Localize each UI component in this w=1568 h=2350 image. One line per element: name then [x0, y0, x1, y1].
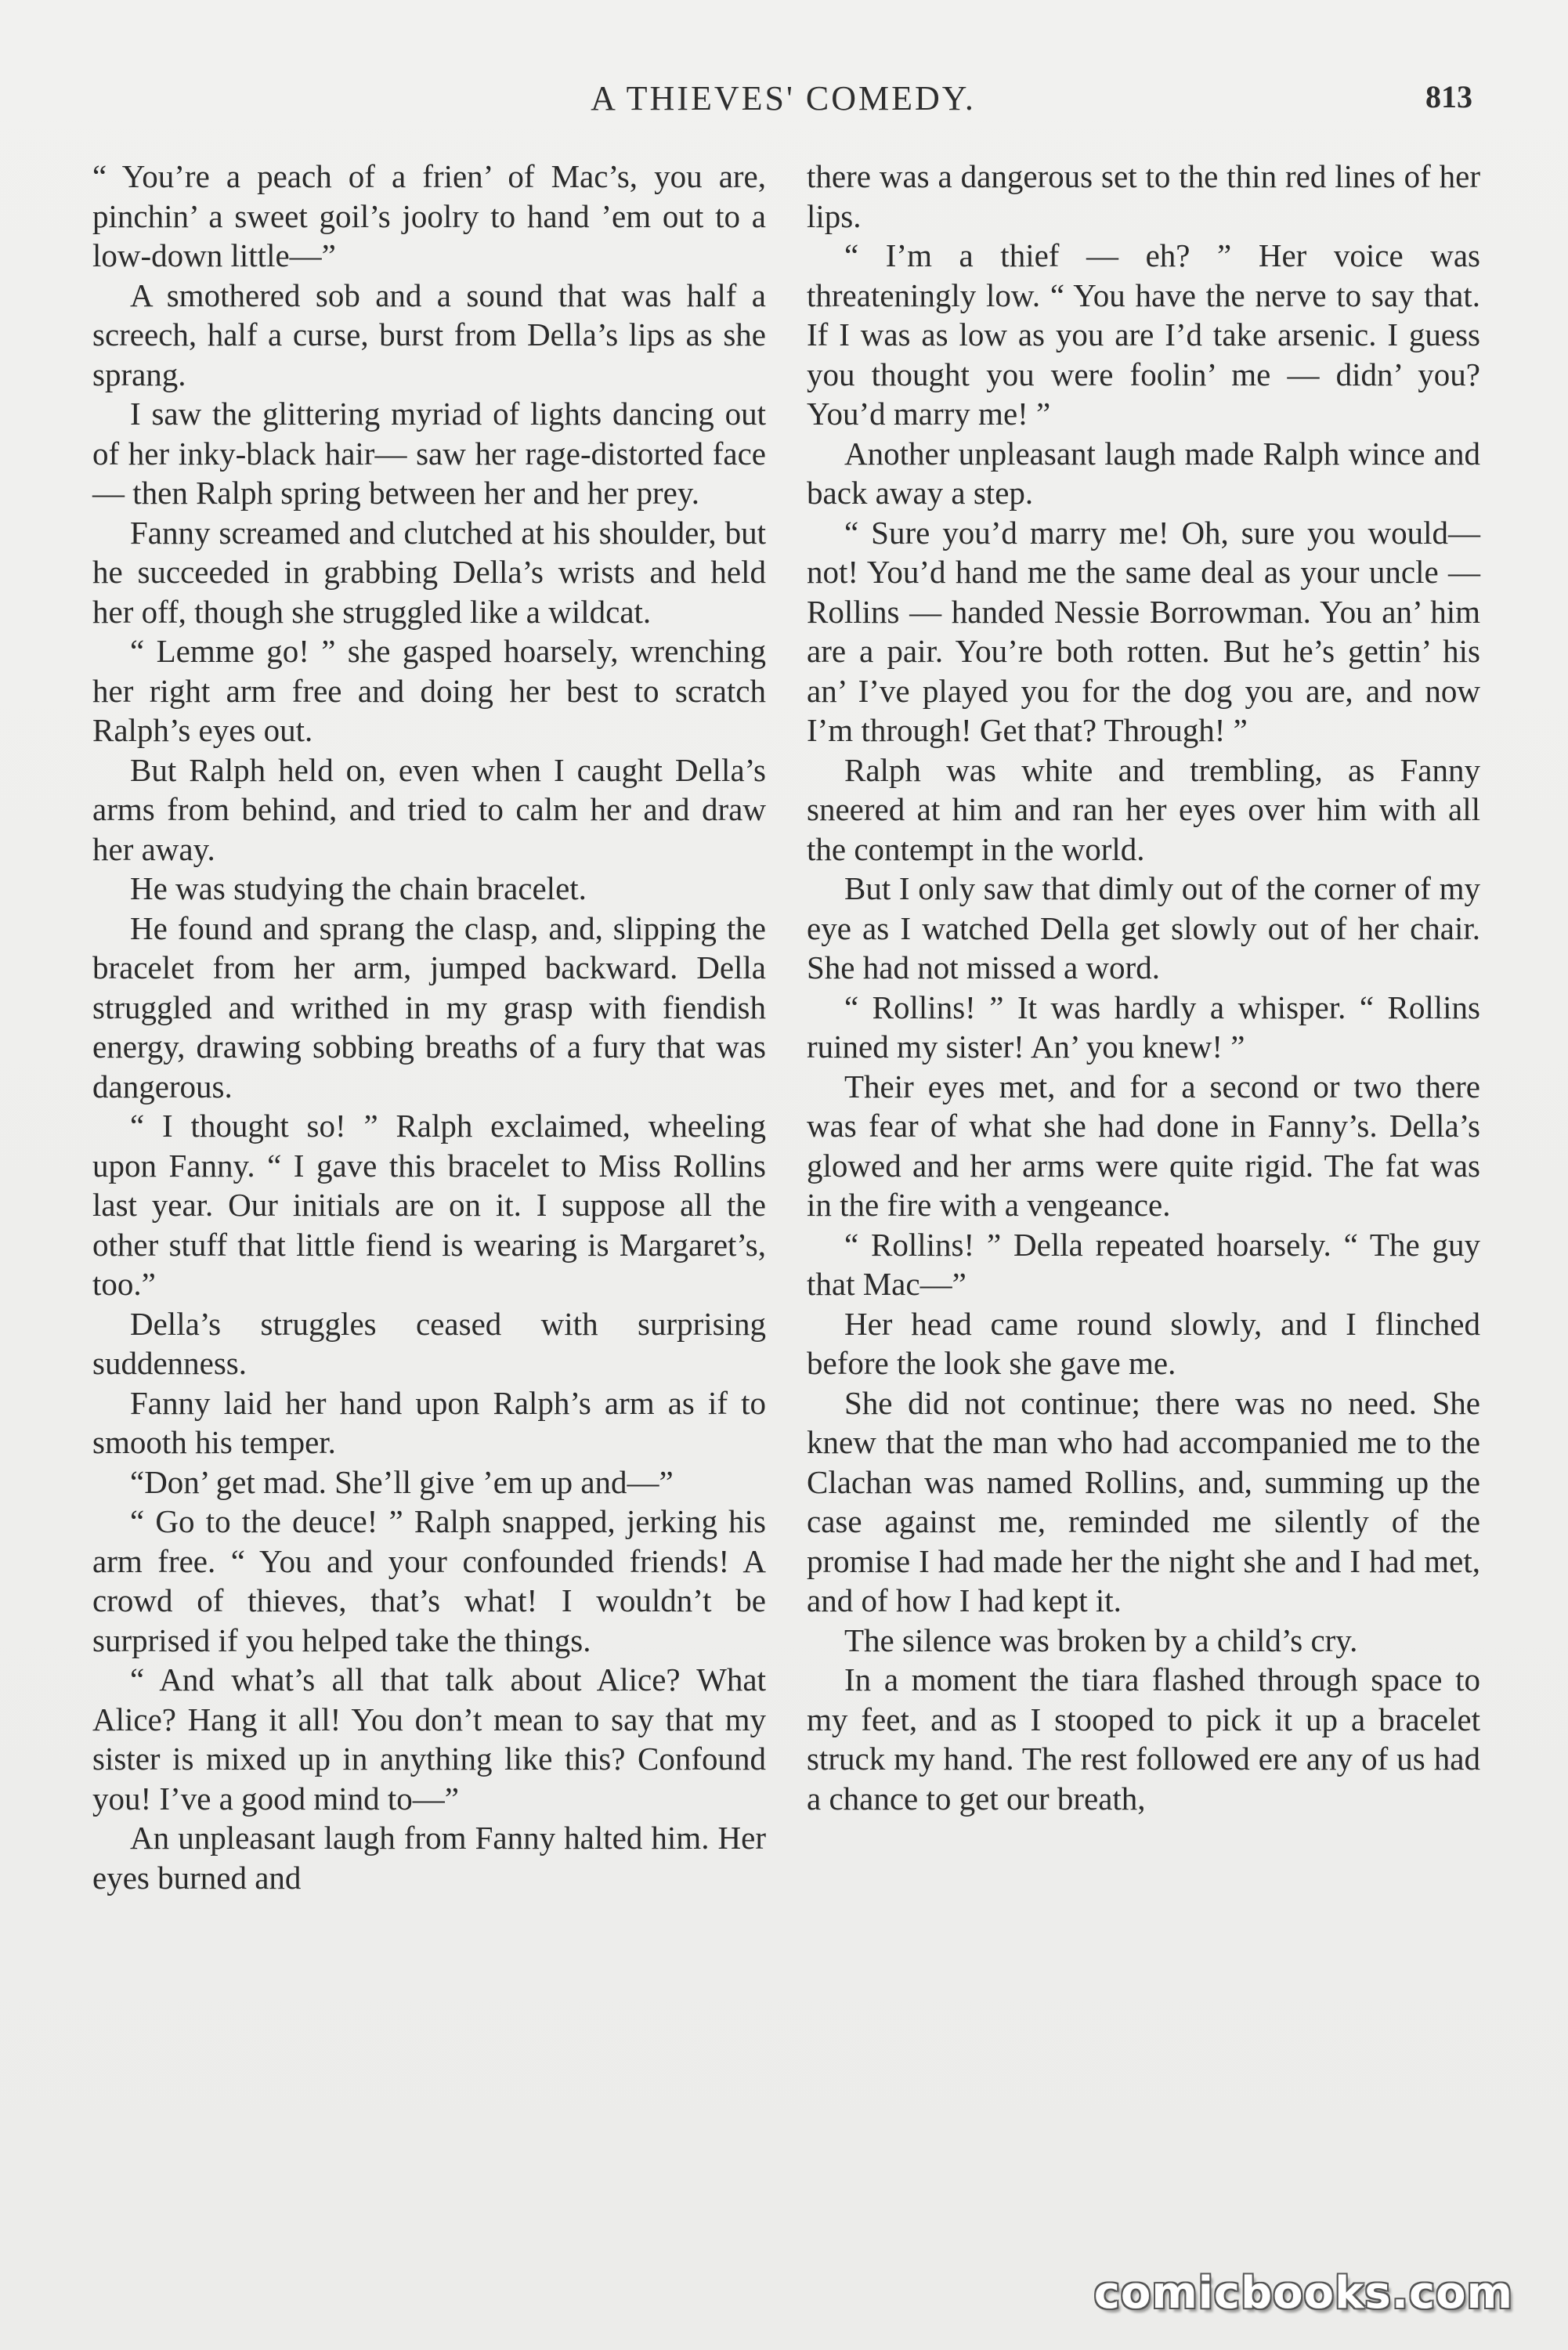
paragraph: “ Rollins! ” It was hardly a whisper. “ Rollins ruined my sister! An’ you knew! ”: [807, 989, 1480, 1065]
paragraph: “ I thought so! ” Ralph exclaimed, wheeling upon Fanny. “ I gave this bracelet to Miss Rollins last year. Our initials are on it. I suppose all the other stuff that little fiend is wearing is Margaret’s, too.”: [92, 1108, 766, 1302]
paragraph: Fanny screamed and clutched at his shoulder, but he succeeded in grabbing Della’s wrists and held her off, though she struggled like a wildcat.: [92, 514, 766, 630]
paragraph: In a moment the tiara flashed through space to my feet, and as I stooped to pick it up a bracelet struck my hand. The rest followed ere any of us had a chance to get our breath,: [807, 1661, 1480, 1817]
paragraph: Fanny laid her hand upon Ralph’s arm as if to smooth his temper.: [92, 1384, 766, 1460]
paragraph: “Don’ get mad. She’ll give ’em up and—”: [130, 1463, 674, 1500]
paragraph: A smothered sob and a sound that was half a screech, half a curse, burst from Della’s lips as she sprang.: [92, 277, 766, 392]
page-header: [94, 78, 1472, 125]
paragraph: An unpleasant laugh from Fanny halted him. Her eyes burned and: [92, 1820, 766, 1896]
paragraph: But Ralph held on, even when I caught Della’s arms from behind, and tried to calm her and draw her away.: [92, 751, 766, 867]
paragraph: Their eyes met, and for a second or two there was fear of what she had done in Fanny’s. Della’s glowed and her arms were quite rigid. The fat was in the fire with a vengeance.: [807, 1068, 1480, 1223]
paragraph: “ Sure you’d marry me! Oh, sure you would—not! You’d hand me the same deal as your uncle — Rollins — handed Nessie Borrowman. You an’ him are a pair. You’re both rotten. But he’s gettin’ his an’ I’ve played you for the dog you are, and now I’m through! Get that? Through! ”: [807, 514, 1480, 748]
paragraph: Della’s struggles ceased with surprising suddenness.: [92, 1305, 766, 1381]
paragraph: “ Rollins! ” Della repeated hoarsely. “ The guy that Mac—”: [807, 1226, 1480, 1302]
paragraph: But I only saw that dimly out of the corner of my eye as I watched Della get slowly out of her chair. She had not missed a word.: [807, 870, 1480, 985]
paragraph: there was a dangerous set to the thin red lines of her lips.: [807, 158, 1480, 234]
paragraph: “ I’m a thief — eh? ” Her voice was threateningly low. “ You have the nerve to say that. If I was as low as you are I’d take arsenic. I guess you thought you were foolin’ me — didn’ you? You’d marry me! ”: [807, 237, 1480, 432]
paragraph: “ And what’s all that talk about Alice? What Alice? Hang it all! You don’t mean to say that my sister is mixed up in anything like this? Confound you! I’ve a good mind to—”: [92, 1661, 766, 1817]
paragraph: Ralph was white and trembling, as Fanny sneered at him and ran her eyes over him with all the contempt in the world.: [807, 751, 1480, 867]
running-title: A THIEVES' COMEDY.: [591, 79, 976, 118]
paragraph: He found and sprang the clasp, and, slipping the bracelet from her arm, jumped backward. Della struggled and writhed in my grasp with fiendish energy, drawing sobbing breaths of a fury that was dangerous.: [92, 909, 766, 1104]
right-text-column: [807, 157, 1480, 1818]
paragraph: The silence was broken by a child’s cry.: [844, 1622, 1358, 1658]
paragraph: “ Go to the deuce! ” Ralph snapped, jerking his arm free. “ You and your confounded friends! A crowd of thieves, that’s what! I wouldn’t be surprised if you helped take the things.: [92, 1503, 766, 1658]
paragraph: He was studying the chain bracelet.: [130, 870, 587, 906]
watermark-logo: comicbooks.com: [1093, 2268, 1513, 2319]
paragraph: I saw the glittering myriad of lights dancing out of her inky-black hair— saw her rage-distorted face — then Ralph spring between her and her prey.: [92, 396, 766, 511]
paragraph: She did not continue; there was no need. She knew that the man who had accompanied me to the Clachan was named Rollins, and, summing up the case against me, reminded me silently of the promise I had made her the night she and I had met, and of how I had kept it.: [807, 1384, 1480, 1618]
paragraph: “ Lemme go! ” she gasped hoarsely, wrenching her right arm free and doing her best to scratch Ralph’s eyes out.: [92, 633, 766, 748]
page-number: 813: [1425, 79, 1472, 114]
paragraph: “ You’re a peach of a frien’ of Mac’s, you are, pinchin’ a sweet goil’s joolry to hand ’em out to a low-down little—”: [92, 158, 766, 273]
paragraph: Her head came round slowly, and I flinched before the look she gave me.: [807, 1305, 1480, 1381]
left-text-column: [92, 157, 766, 1897]
paragraph: Another unpleasant laugh made Ralph wince and back away a step.: [807, 435, 1480, 511]
